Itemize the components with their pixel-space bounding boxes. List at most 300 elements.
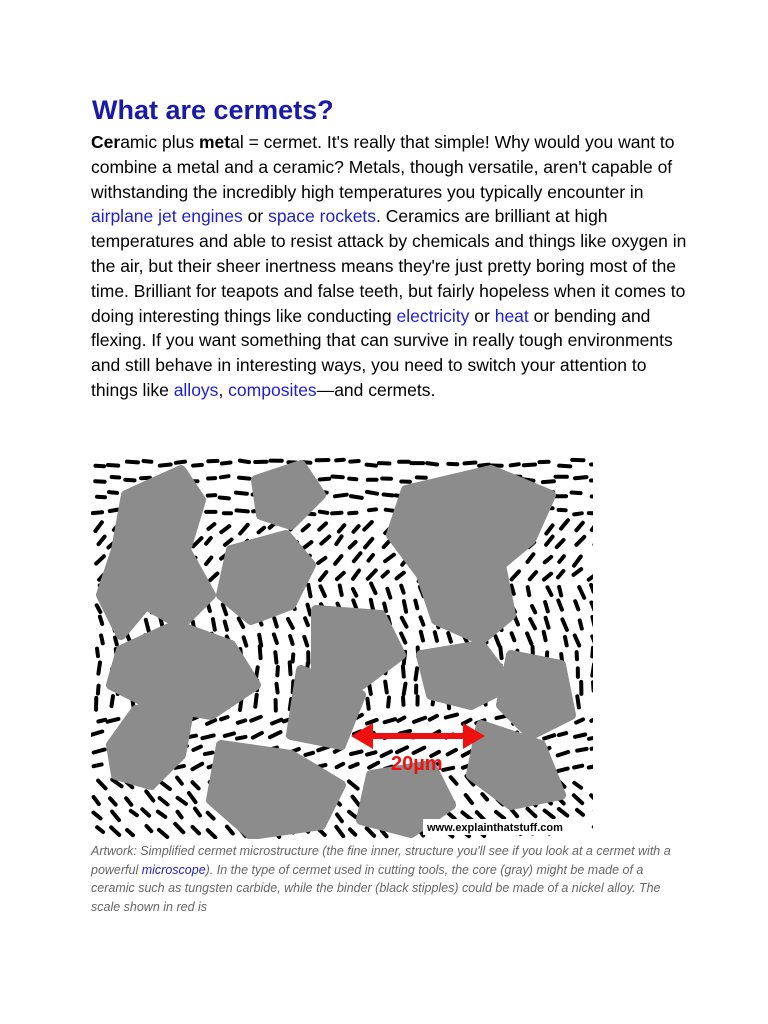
binder-stipple [349, 513, 356, 514]
binder-stipple [397, 747, 407, 752]
binder-stipple [131, 811, 137, 815]
binder-stipple [162, 783, 170, 789]
ceramic-core-grain [421, 645, 511, 705]
binder-stipple [238, 720, 246, 722]
binder-stipple [430, 716, 437, 720]
binder-stipple [561, 520, 568, 528]
binder-stipple [237, 737, 246, 739]
intro-paragraph [91, 130, 691, 403]
link-composites[interactable]: composites [228, 379, 317, 400]
binder-stipple [404, 684, 406, 695]
binder-stipple [402, 618, 407, 627]
binder-stipple [210, 574, 217, 581]
binder-stipple [308, 605, 311, 615]
binder-stipple [574, 795, 582, 803]
binder-stipple [108, 465, 118, 466]
binder-stipple [544, 574, 551, 580]
binder-stipple [318, 558, 325, 563]
binder-stipple [559, 556, 564, 562]
binder-stipple [354, 526, 359, 532]
binder-stipple [545, 557, 552, 562]
binder-stipple [240, 461, 249, 463]
binder-stipple [236, 493, 247, 494]
binder-stipple [589, 766, 593, 768]
binder-stipple [421, 632, 423, 641]
binder-stipple [176, 462, 185, 463]
binder-stipple [270, 732, 281, 737]
binder-stipple [177, 778, 182, 784]
link-airplane-jet-engines[interactable]: airplane jet engines [91, 206, 243, 227]
binder-stipple [427, 463, 437, 464]
binder-stipple [98, 686, 99, 694]
binder-stipple [574, 783, 581, 788]
binder-stipple [240, 525, 248, 534]
binder-stipple [111, 827, 119, 835]
binder-stipple [512, 633, 515, 640]
binder-stipple [545, 602, 548, 611]
binder-stipple [208, 813, 214, 819]
binder-stipple [574, 569, 582, 575]
binder-stipple [414, 718, 425, 722]
binder-stipple [559, 733, 566, 735]
binder-stipple [350, 542, 356, 548]
binder-stipple [353, 589, 356, 596]
binder-stipple [320, 479, 330, 480]
binder-stipple [93, 512, 102, 513]
binder-stipple [497, 716, 506, 718]
binder-stipple [95, 522, 102, 531]
binder-stipple [544, 632, 546, 640]
binder-stipple [589, 737, 593, 739]
binder-stipple [251, 717, 261, 721]
binder-stipple [256, 667, 258, 677]
binder-stipple [335, 495, 347, 497]
binder-stipple [592, 636, 593, 644]
binder-stipple [580, 620, 582, 628]
binder-stipple [147, 826, 152, 831]
binder-stipple [546, 537, 553, 545]
binder-stipple [592, 747, 593, 749]
binder-stipple [277, 684, 278, 693]
binder-stipple [367, 492, 377, 494]
microstructure-artwork [91, 455, 593, 839]
binder-stipple [259, 528, 265, 533]
binder-stipple [368, 570, 376, 578]
binder-stipple [592, 664, 593, 676]
text-run: , [218, 379, 229, 400]
binder-stipple [125, 480, 134, 481]
binder-stipple [100, 617, 102, 624]
binder-stipple [548, 587, 552, 595]
binder-stipple [543, 481, 554, 482]
binder-stipple [528, 809, 536, 817]
binder-stipple [398, 718, 404, 721]
binder-stipple [575, 477, 587, 478]
link-microscope[interactable]: microscope [141, 862, 206, 877]
binder-stipple [305, 753, 313, 755]
binder-stipple [227, 827, 233, 834]
binder-stipple [94, 750, 105, 753]
binder-stipple [574, 766, 582, 768]
binder-stipple [91, 732, 102, 735]
binder-stipple [592, 617, 593, 626]
binder-stipple [530, 619, 535, 628]
binder-stipple [112, 812, 119, 821]
binder-stipple [546, 618, 549, 628]
binder-stipple [207, 720, 215, 724]
binder-stipple [477, 812, 485, 820]
binder-stipple [382, 752, 391, 757]
binder-stipple [350, 461, 358, 462]
binder-stipple [591, 716, 593, 721]
cermet-microstructure-figure [91, 455, 593, 839]
binder-stipple [305, 618, 308, 625]
binder-stipple [528, 587, 530, 595]
binder-stipple [320, 572, 326, 580]
binder-stipple [110, 510, 118, 511]
binder-stipple [367, 699, 368, 709]
binder-stipple [575, 635, 580, 645]
binder-stipple [577, 749, 586, 751]
binder-stipple [332, 477, 342, 478]
binder-stipple [545, 811, 554, 818]
scale-label: 20µm [391, 753, 443, 775]
binder-stipple [349, 781, 358, 788]
ceramic-core-grain [111, 700, 191, 785]
text-run: . Ceramics are brilliant at high temperatures and able to resist attack by chemicals and things like oxygen in the air, but their sheer inertness means they're just pretty boring most of the time. Brilliant for teapots and false teeth, but fairly hopeless when it comes to doing interesting things like conducting [91, 206, 687, 326]
page-title: What are cermets? [92, 95, 334, 125]
binder-stipple [208, 524, 214, 529]
binder-stipple [193, 827, 200, 833]
binder-stipple [403, 697, 404, 704]
binder-stipple [496, 812, 504, 818]
binder-stipple [559, 587, 561, 596]
binder-stipple [576, 719, 583, 722]
binder-stipple [384, 495, 393, 496]
binder-stipple [195, 809, 200, 816]
binder-stipple [336, 536, 341, 544]
binder-stipple [321, 537, 329, 544]
binder-stipple [354, 553, 361, 561]
binder-stipple [225, 622, 227, 630]
binder-stipple [175, 824, 183, 832]
binder-stipple [465, 463, 476, 464]
binder-stipple [274, 634, 277, 643]
binder-stipple [337, 764, 344, 767]
binder-stipple [320, 512, 328, 513]
binder-stipple [303, 542, 312, 549]
binder-stipple [448, 750, 456, 755]
link-heat[interactable]: heat [494, 305, 529, 326]
binder-stipple [98, 781, 106, 789]
binder-stipple [572, 493, 581, 494]
binder-stipple [463, 720, 471, 724]
binder-stipple [415, 601, 417, 609]
text-run: —and cermets. [316, 379, 436, 400]
binder-stipple [365, 539, 372, 548]
binder-stipple [591, 603, 593, 612]
binder-stipple [255, 695, 256, 707]
binder-stipple [192, 764, 202, 770]
binder-stipple [575, 735, 585, 737]
binder-stipple [401, 586, 403, 593]
binder-stipple [443, 768, 453, 770]
binder-stipple [277, 667, 278, 675]
binder-stipple [435, 632, 437, 641]
binder-stipple [97, 649, 98, 657]
binder-stipple [97, 827, 103, 832]
binder-stipple [528, 554, 534, 562]
text-run: or [242, 206, 269, 227]
binder-stipple [527, 633, 531, 644]
ceramic-core-grain [316, 610, 401, 685]
binder-stipple [479, 465, 489, 466]
binder-stipple [115, 638, 117, 645]
binder-stipple [397, 573, 404, 579]
binder-stipple [189, 793, 196, 802]
binder-stipple [446, 715, 457, 718]
binder-stipple [221, 526, 229, 532]
binder-stipple [293, 654, 294, 661]
binder-stipple [94, 764, 102, 766]
binder-stipple [558, 752, 569, 755]
binder-stipple [367, 752, 375, 754]
binder-stipple [275, 652, 276, 662]
binder-stipple [592, 495, 593, 496]
binder-stipple [530, 572, 536, 579]
binder-stipple [524, 465, 535, 466]
binder-stipple [112, 477, 120, 478]
caption-text: ). In the type of cermet used in cutting tools, the core (gray) might be made of a ceramic such as tungsten carbide, while the binder (black stipples) could be made of a nickel alloy. The scale shown in red is [91, 862, 661, 914]
binder-stipple [421, 617, 424, 624]
binder-stipple [220, 498, 229, 499]
binder-stipple [144, 461, 152, 462]
bold-cer: Cer [91, 132, 121, 152]
binder-stipple [222, 463, 231, 464]
binder-stipple [404, 601, 406, 612]
binder-stipple [160, 465, 171, 466]
binder-stipple [193, 782, 199, 788]
ceramic-core-grain [256, 465, 321, 525]
binder-stipple [146, 620, 149, 631]
binder-stipple [274, 618, 277, 626]
binder-stipple [559, 466, 570, 467]
binder-stipple [93, 813, 100, 819]
binder-stipple [448, 633, 451, 642]
binder-stipple [349, 479, 356, 480]
link-electricity[interactable]: electricity [396, 305, 470, 326]
text-run: or [469, 305, 495, 326]
binder-stipple [575, 601, 578, 609]
binder-stipple [96, 556, 104, 563]
binder-stipple [98, 720, 105, 722]
binder-stipple [95, 481, 104, 482]
binder-stipple [577, 696, 579, 707]
binder-stipple [98, 663, 100, 674]
binder-stipple [589, 575, 593, 580]
binder-stipple [336, 827, 343, 836]
binder-stipple [353, 600, 356, 608]
binder-stipple [367, 828, 374, 836]
binder-stipple [142, 809, 149, 815]
binder-stipple [576, 523, 582, 531]
binder-stipple [225, 733, 234, 736]
scale-arrow-left-icon [351, 723, 373, 749]
binder-stipple [565, 637, 567, 645]
binder-stipple [308, 585, 310, 597]
binder-stipple [237, 510, 248, 511]
binder-stipple [367, 720, 377, 724]
binder-stipple [159, 830, 167, 837]
binder-stipple [101, 636, 103, 644]
binder-stipple [206, 538, 211, 544]
binder-stipple [223, 605, 226, 615]
binder-stipple [546, 525, 552, 533]
binder-stipple [512, 571, 519, 579]
binder-stipple [126, 798, 131, 805]
binder-stipple [304, 637, 307, 646]
binder-stipple [178, 812, 182, 818]
binder-stipple [353, 797, 360, 806]
binder-stipple [511, 586, 513, 594]
binder-stipple [202, 735, 213, 738]
binder-stipple [244, 637, 247, 645]
binder-stipple [193, 465, 202, 466]
binder-stipple [403, 666, 404, 676]
binder-stipple [146, 791, 153, 800]
binder-stipple [364, 522, 372, 530]
binder-stipple [388, 698, 389, 707]
binder-stipple [97, 497, 105, 498]
binder-stipple [160, 798, 168, 805]
binder-stipple [562, 619, 567, 630]
binder-stipple [384, 604, 386, 612]
text-run: al = cermet. It's really that simple! Why would you want to combine a metal and a ceramic? Metals, though versatile, aren't capable of withstanding the incredibly high temperatures you typically encounter in [91, 132, 675, 202]
text-run: amic plus [120, 132, 199, 152]
binder-stipple [576, 537, 584, 545]
ceramic-core-grain [211, 745, 341, 835]
binder-stipple [213, 619, 215, 630]
binder-stipple [109, 492, 117, 493]
ceramic-core-grain [391, 470, 551, 640]
binder-stipple [591, 795, 593, 802]
binder-stipple [337, 573, 344, 579]
binder-stipple [193, 747, 201, 750]
binder-stipple [482, 794, 487, 799]
binder-stipple [99, 537, 105, 545]
binder-stipple [110, 798, 116, 804]
binder-stipple [385, 555, 394, 562]
binder-stipple [340, 586, 342, 595]
binder-stipple [384, 541, 389, 547]
binder-stipple [206, 558, 211, 565]
binder-stipple [386, 510, 394, 511]
binder-stipple [500, 647, 501, 658]
binder-stipple [108, 719, 119, 722]
binder-stipple [350, 829, 355, 834]
binder-stipple [158, 812, 165, 817]
binder-stipple [208, 830, 216, 837]
binder-stipple [592, 522, 593, 530]
binder-stipple [369, 509, 376, 510]
binder-stipple [205, 753, 213, 755]
binder-stipple [466, 795, 472, 803]
watermark-logo: www.explainthatstuff.com [427, 822, 563, 834]
binder-stipple [288, 619, 293, 628]
binder-stipple [351, 496, 362, 498]
binder-stipple [127, 462, 138, 463]
binder-stipple [335, 556, 341, 564]
binder-stipple [321, 586, 325, 596]
binder-stipple [349, 812, 356, 818]
binder-stipple [259, 635, 261, 646]
binder-stipple [369, 555, 374, 561]
binder-stipple [511, 464, 519, 465]
binder-stipple [462, 812, 471, 820]
link-alloys[interactable]: alloys [173, 379, 219, 400]
binder-stipple [591, 480, 593, 481]
text-run: or bending and flexing. If you want something that can survive in really tough environments and still behave in interesting ways, you need to switch your attention to things like [91, 305, 673, 400]
binder-stipple [319, 523, 326, 529]
binder-stipple [579, 587, 584, 598]
binder-stipple [96, 466, 105, 467]
binder-stipple [336, 460, 344, 461]
binder-stipple [290, 662, 291, 674]
figure-caption [91, 842, 679, 916]
binder-stipple [350, 764, 358, 767]
binder-stipple [221, 717, 228, 719]
binder-stipple [290, 636, 293, 644]
binder-stipple [383, 572, 388, 577]
binder-stipple [367, 465, 376, 466]
binder-stipple [544, 735, 554, 738]
binder-stipple [451, 777, 457, 784]
binder-stipple [401, 633, 405, 642]
bold-met: met [198, 132, 231, 152]
binder-stipple [353, 571, 359, 579]
binder-stipple [557, 540, 564, 547]
binder-stipple [371, 584, 375, 594]
caption-text: Artwork: Simplified cermet microstructure (the fine inner, structure you'll see if you look at a cermet with a powerful [91, 844, 671, 877]
binder-stipple [332, 513, 341, 514]
binder-stipple [178, 798, 186, 804]
link-space-rockets[interactable]: space rockets [268, 206, 377, 227]
binder-stipple [591, 464, 593, 465]
binder-stipple [337, 815, 342, 822]
binder-stipple [558, 601, 562, 610]
binder-stipple [558, 769, 568, 772]
binder-stipple [94, 797, 99, 804]
binder-stipple [369, 685, 371, 694]
binder-stipple [97, 605, 101, 612]
binder-stipple [112, 696, 114, 706]
binder-stipple [385, 719, 395, 722]
binder-stipple [495, 636, 499, 646]
binder-stipple [559, 809, 567, 816]
binder-stipple [351, 752, 362, 755]
binder-stipple [592, 648, 593, 657]
binder-stipple [225, 540, 232, 545]
binder-stipple [253, 733, 262, 738]
binder-stipple [385, 682, 387, 693]
binder-stipple [591, 585, 593, 592]
binder-stipple [574, 513, 582, 514]
binder-stipple [574, 557, 581, 566]
binder-stipple [239, 478, 250, 479]
binder-stipple [577, 810, 583, 815]
binder-stipple [558, 571, 564, 577]
binder-stipple [127, 830, 133, 835]
